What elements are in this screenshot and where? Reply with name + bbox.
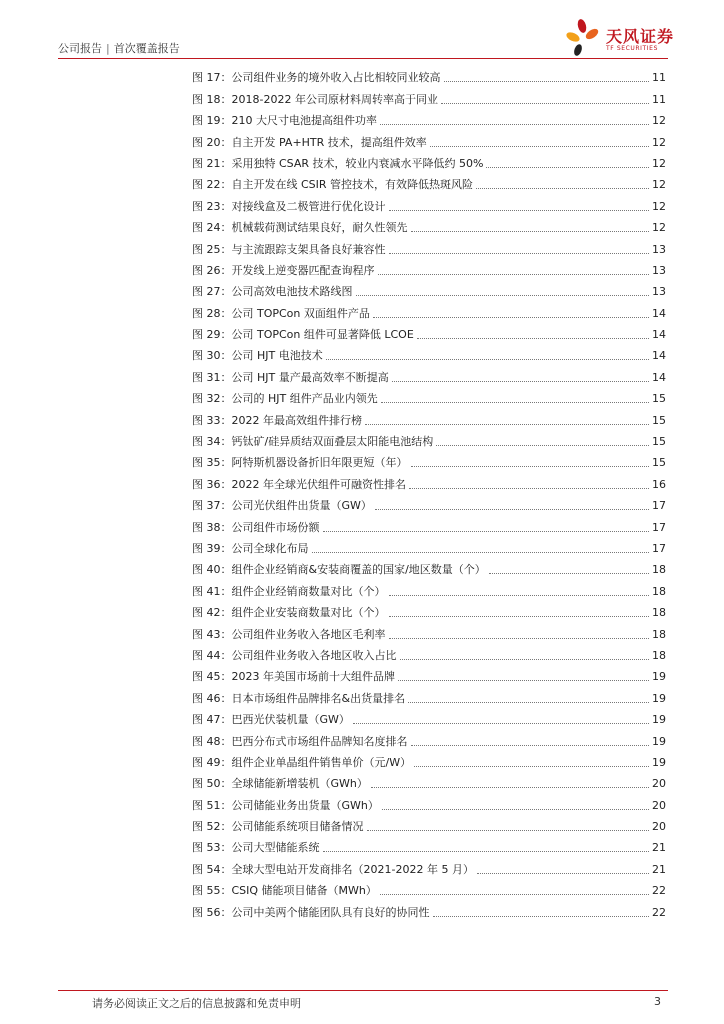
page-number: 3	[654, 995, 661, 1008]
toc-entry-label[interactable]: 图 28：公司 TOPCon 双面组件产品	[192, 306, 370, 320]
toc-entry-label[interactable]: 图 34：钙钛矿/硅异质结双面叠层太阳能电池结构	[192, 435, 434, 449]
toc-entry[interactable]	[192, 684, 666, 705]
toc-entry[interactable]	[192, 642, 666, 663]
toc-entry-page[interactable]: 13	[652, 285, 666, 299]
toc-leader-dots	[411, 465, 650, 467]
toc-entry-label[interactable]: 图 18：2018-2022 年公司原材料周转率高于同业	[192, 92, 438, 106]
logo-petal-2	[584, 27, 600, 42]
toc-entry[interactable]	[192, 299, 666, 320]
toc-entry-label[interactable]: 图 35：阿特斯机器设备折旧年限更短（年）	[192, 456, 408, 470]
toc-entry-page[interactable]: 12	[652, 135, 666, 149]
toc-entry-page[interactable]: 18	[652, 648, 666, 662]
toc-entry-page[interactable]: 19	[652, 734, 666, 748]
footer-divider	[58, 990, 668, 991]
toc-entry[interactable]	[192, 321, 666, 342]
toc-leader-dots	[489, 572, 649, 574]
toc-entry[interactable]	[192, 385, 666, 406]
toc-entry-label[interactable]: 图 39：公司全球化布局	[192, 541, 309, 555]
toc-entry[interactable]	[192, 855, 666, 876]
toc-entry-label[interactable]: 图 27：公司高效电池技术路线图	[192, 285, 353, 299]
toc-entry[interactable]	[192, 706, 666, 727]
toc-entry-label[interactable]: 图 29：公司 TOPCon 组件可显著降低 LCOE	[192, 328, 414, 342]
toc-entry[interactable]	[192, 428, 666, 449]
logo-name-cn: 天风证券	[606, 27, 675, 46]
toc-entry[interactable]	[192, 192, 666, 213]
toc-entry-page[interactable]: 15	[652, 435, 666, 449]
toc-entry[interactable]	[192, 171, 666, 192]
toc-entry[interactable]	[192, 492, 666, 513]
toc-entry-label[interactable]: 图 49：组件企业单晶组件销售单价（元/W）	[192, 755, 412, 769]
toc-entry-label[interactable]: 图 46：日本市场组件品牌排名&出货量排名	[192, 691, 406, 705]
toc-leader-dots	[417, 337, 649, 339]
toc-entry-page[interactable]: 18	[652, 584, 666, 598]
toc-leader-dots	[441, 102, 649, 104]
toc-entry[interactable]	[192, 663, 666, 684]
toc-entry[interactable]	[192, 556, 666, 577]
toc-entry[interactable]	[192, 85, 666, 106]
toc-entry-page[interactable]: 20	[652, 777, 666, 791]
header-separator: |	[106, 42, 110, 55]
toc-entry-label[interactable]: 图 42：组件企业安装商数量对比（个）	[192, 606, 386, 620]
toc-leader-dots	[367, 829, 650, 831]
toc-entry-label[interactable]: 图 56：公司中美两个储能团队具有良好的协同性	[192, 905, 430, 919]
toc-leader-dots	[378, 273, 650, 275]
toc-entry-label[interactable]: 图 38：公司组件市场份额	[192, 520, 320, 534]
toc-leader-dots	[371, 786, 649, 788]
toc-entry[interactable]	[192, 150, 666, 171]
toc-leader-dots	[373, 316, 649, 318]
toc-entry[interactable]	[192, 770, 666, 791]
toc-leader-dots	[430, 145, 649, 147]
toc-entry-label[interactable]: 图 52：公司储能系统项目储备情况	[192, 820, 364, 834]
toc-leader-dots	[380, 123, 649, 125]
toc-leader-dots	[326, 358, 649, 360]
toc-entry-label[interactable]: 图 31：公司 HJT 量产最高效率不断提高	[192, 370, 389, 384]
toc-entry-page[interactable]: 13	[652, 263, 666, 277]
toc-entry-label[interactable]: 图 44：公司组件业务收入各地区收入占比	[192, 648, 397, 662]
toc-entry-page[interactable]: 12	[652, 199, 666, 213]
logo-center	[580, 35, 586, 41]
toc-leader-dots	[409, 487, 649, 489]
toc-entry-label[interactable]: 图 30：公司 HJT 电池技术	[192, 349, 323, 363]
toc-entry-label[interactable]: 图 41：组件企业经销商数量对比（个）	[192, 584, 386, 598]
logo-petal-4	[573, 43, 584, 57]
toc-entry-label[interactable]: 图 23：对接线盒及二极管进行优化设计	[192, 199, 386, 213]
toc-entry-label[interactable]: 图 51：公司储能业务出货量（GWh）	[192, 798, 379, 812]
toc-entry-label[interactable]: 图 33：2022 年最高效组件排行榜	[192, 413, 362, 427]
toc-entry-page[interactable]: 21	[652, 862, 666, 876]
toc-entry-label[interactable]: 图 50：全球储能新增装机（GWh）	[192, 777, 368, 791]
logo-name-en: TF SECURITIES	[606, 45, 658, 52]
toc-entry-page[interactable]: 12	[652, 221, 666, 235]
toc-leader-dots	[436, 444, 649, 446]
logo-petal-1	[576, 18, 587, 34]
toc-leader-dots	[414, 765, 649, 767]
toc-entry-page[interactable]: 20	[652, 820, 666, 834]
toc-leader-dots	[389, 209, 650, 211]
toc-entry-page[interactable]: 22	[652, 884, 666, 898]
toc-entry-page[interactable]: 15	[652, 456, 666, 470]
toc-entry-label[interactable]: 图 21：采用独特 CSAR 技术，较业内衰减水平降低约 50%	[192, 156, 484, 170]
toc-entry[interactable]	[192, 342, 666, 363]
toc-entry[interactable]	[192, 278, 666, 299]
toc-entry-page[interactable]: 12	[652, 114, 666, 128]
toc-entry-label[interactable]: 图 26：开发线上逆变器匹配查询程序	[192, 263, 375, 277]
toc-entry[interactable]	[192, 813, 666, 834]
toc-entry-label[interactable]: 图 45：2023 年美国市场前十大组件品牌	[192, 670, 395, 684]
toc-entry-page[interactable]: 22	[652, 905, 666, 919]
toc-entry-page[interactable]: 14	[652, 306, 666, 320]
toc-leader-dots	[382, 808, 649, 810]
toc-entry-page[interactable]: 17	[652, 541, 666, 555]
toc-entry-page[interactable]: 18	[652, 606, 666, 620]
toc-entry[interactable]	[192, 599, 666, 620]
toc-entry-page[interactable]: 13	[652, 242, 666, 256]
toc-leader-dots	[411, 744, 650, 746]
toc-entry[interactable]	[192, 620, 666, 641]
toc-entry-page[interactable]: 14	[652, 349, 666, 363]
toc-entry-page[interactable]: 15	[652, 413, 666, 427]
toc-entry-label[interactable]: 图 24：机械载荷测试结果良好，耐久性领先	[192, 221, 408, 235]
toc-entry[interactable]	[192, 877, 666, 898]
toc-entry[interactable]	[192, 577, 666, 598]
toc-entry-label[interactable]: 图 55：CSIQ 储能项目储备（MWh）	[192, 884, 377, 898]
toc-leader-dots	[411, 230, 650, 232]
toc-entry-label[interactable]: 图 43：公司组件业务收入各地区毛利率	[192, 627, 386, 641]
figure-toc-list	[192, 64, 666, 920]
toc-leader-dots	[365, 423, 649, 425]
toc-leader-dots	[323, 850, 650, 852]
toc-leader-dots	[381, 401, 649, 403]
toc-entry-page[interactable]: 19	[652, 691, 666, 705]
toc-leader-dots	[389, 594, 650, 596]
toc-entry-page[interactable]: 14	[652, 370, 666, 384]
toc-entry-label[interactable]: 图 47：巴西光伏装机量（GW）	[192, 713, 350, 727]
toc-entry-label[interactable]: 图 19：210 大尺寸电池提高组件功率	[192, 114, 377, 128]
toc-entry[interactable]	[192, 107, 666, 128]
toc-leader-dots	[477, 872, 649, 874]
toc-entry[interactable]	[192, 898, 666, 919]
toc-entry-label[interactable]: 图 48：巴西分布式市场组件品牌知名度排名	[192, 734, 408, 748]
toc-entry-label[interactable]: 图 53：公司大型储能系统	[192, 841, 320, 855]
toc-entry[interactable]	[192, 834, 666, 855]
toc-entry-label[interactable]: 图 36：2022 年全球光伏组件可融资性排名	[192, 477, 406, 491]
toc-entry[interactable]	[192, 470, 666, 491]
toc-entry-page[interactable]: 12	[652, 156, 666, 170]
toc-leader-dots	[392, 380, 649, 382]
toc-entry-label[interactable]: 图 17：公司组件业务的境外收入占比相较同业较高	[192, 71, 441, 85]
toc-leader-dots	[444, 80, 650, 82]
toc-leader-dots	[353, 722, 649, 724]
toc-entry-page[interactable]: 18	[652, 563, 666, 577]
toc-entry-page[interactable]: 17	[652, 499, 666, 513]
toc-entry-page[interactable]: 19	[652, 755, 666, 769]
toc-entry-page[interactable]: 15	[652, 392, 666, 406]
toc-leader-dots	[400, 658, 650, 660]
toc-entry[interactable]	[192, 214, 666, 235]
toc-entry-page[interactable]: 21	[652, 841, 666, 855]
toc-leader-dots	[356, 294, 650, 296]
toc-entry-label[interactable]: 图 20：自主开发 PA+HTR 技术，提高组件效率	[192, 135, 427, 149]
toc-entry[interactable]	[192, 128, 666, 149]
toc-entry[interactable]	[192, 235, 666, 256]
toc-entry-label[interactable]: 图 54：全球大型电站开发商排名（2021-2022 年 5 月）	[192, 862, 474, 876]
toc-leader-dots	[476, 187, 649, 189]
toc-entry[interactable]	[192, 727, 666, 748]
toc-entry[interactable]	[192, 449, 666, 470]
toc-entry[interactable]	[192, 535, 666, 556]
toc-entry-label[interactable]: 图 22：自主开发在线 CSIR 管控技术，有效降低热斑风险	[192, 178, 474, 192]
toc-leader-dots	[408, 701, 649, 703]
toc-entry-label[interactable]: 图 40：组件企业经销商&安装商覆盖的国家/地区数量（个）	[192, 563, 486, 577]
toc-leader-dots	[380, 893, 649, 895]
toc-entry-label[interactable]: 图 32：公司的 HJT 组件产品业内领先	[192, 392, 378, 406]
logo-petal-3	[566, 30, 581, 43]
toc-entry[interactable]	[192, 791, 666, 812]
toc-entry[interactable]	[192, 363, 666, 384]
toc-entry[interactable]	[192, 257, 666, 278]
toc-leader-dots	[323, 530, 650, 532]
company-logo	[566, 18, 676, 68]
toc-entry-page[interactable]: 11	[652, 71, 666, 85]
toc-entry[interactable]	[192, 406, 666, 427]
toc-leader-dots	[389, 252, 650, 254]
toc-entry-page[interactable]: 19	[652, 670, 666, 684]
toc-leader-dots	[433, 915, 650, 917]
toc-entry[interactable]	[192, 513, 666, 534]
toc-entry-page[interactable]: 12	[652, 178, 666, 192]
toc-entry-page[interactable]: 14	[652, 328, 666, 342]
toc-entry[interactable]	[192, 749, 666, 770]
header-report-type: 公司报告	[58, 42, 102, 55]
toc-entry-page[interactable]: 18	[652, 627, 666, 641]
footer-disclaimer: 请务必阅读正文之后的信息披露和免责申明	[92, 997, 301, 1010]
toc-leader-dots	[389, 637, 650, 639]
toc-entry-page[interactable]: 11	[652, 92, 666, 106]
toc-entry-page[interactable]: 20	[652, 798, 666, 812]
toc-leader-dots	[398, 679, 649, 681]
toc-leader-dots	[312, 551, 650, 553]
toc-entry-page[interactable]: 16	[652, 477, 666, 491]
toc-leader-dots	[375, 508, 649, 510]
toc-entry-page[interactable]: 19	[652, 713, 666, 727]
toc-entry-label[interactable]: 图 25：与主流跟踪支架具备良好兼容性	[192, 242, 386, 256]
toc-entry-label[interactable]: 图 37：公司光伏组件出货量（GW）	[192, 499, 372, 513]
header-divider	[58, 58, 668, 59]
header-report-subtype: 首次覆盖报告	[113, 42, 180, 55]
toc-entry[interactable]	[192, 64, 666, 85]
toc-leader-dots	[486, 166, 649, 168]
toc-entry-page[interactable]: 17	[652, 520, 666, 534]
toc-leader-dots	[389, 615, 650, 617]
